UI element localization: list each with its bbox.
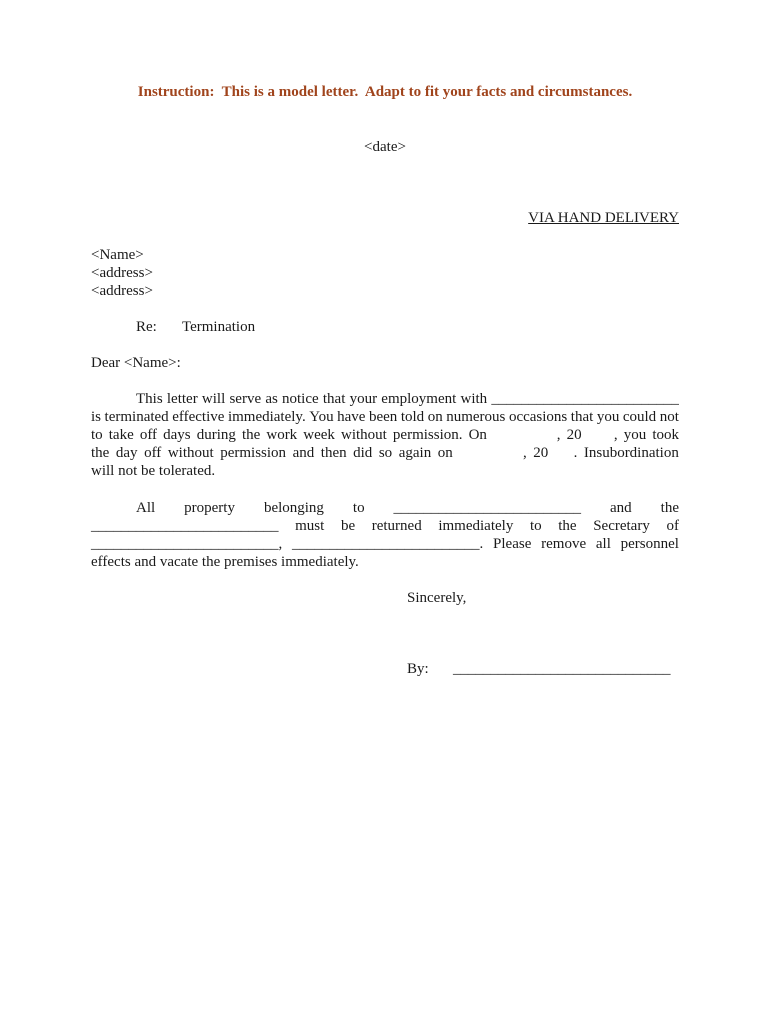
paragraph-word: _________________________, [91, 536, 283, 552]
letter-date: <date> [364, 139, 406, 155]
paragraph-word: the [91, 445, 110, 461]
paragraph-word: Please [493, 536, 532, 552]
paragraph-word: property [184, 500, 235, 516]
paragraph-word: again [398, 445, 432, 461]
paragraph-word: on [437, 445, 453, 461]
paragraph-word: You [309, 409, 334, 425]
body-paragraph-2 [91, 499, 679, 571]
paragraph-word: during [196, 427, 236, 443]
paragraph-word: took [652, 427, 679, 443]
paragraph-word: is [91, 409, 102, 425]
paragraph-word: of [666, 518, 679, 534]
paragraph-word: the [660, 500, 679, 516]
paragraph-word: did [353, 445, 373, 461]
paragraph-word: without [167, 445, 214, 461]
recipient-address-line-1: <address> [91, 265, 153, 281]
paragraph-word: your [349, 391, 378, 407]
paragraph-line: effects and vacate the premises immediately. [91, 554, 359, 570]
paragraph-line [91, 499, 679, 517]
paragraph-word: serve [229, 391, 262, 407]
paragraph-word: On [468, 427, 487, 443]
paragraph-word: on [427, 409, 443, 425]
paragraph-word: permission [220, 445, 287, 461]
paragraph-word: employment [381, 391, 457, 407]
paragraph-word: _________________________ [393, 500, 582, 516]
paragraph-word: personnel [620, 536, 679, 552]
recipient-name: <Name> [91, 247, 144, 263]
paragraph-line [91, 535, 679, 553]
paragraph-word: _________________________ [91, 518, 279, 534]
paragraph-word: that [570, 409, 594, 425]
paragraph-word: effective [172, 409, 225, 425]
paragraph-word: been [368, 409, 398, 425]
paragraph-word: immediately [438, 518, 514, 534]
paragraph-word: 20 [533, 445, 549, 461]
paragraph-word: belonging [263, 500, 324, 516]
paragraph-word: to [91, 427, 103, 443]
paragraph-word: notice [282, 391, 319, 407]
signature-line: _____________________________ [453, 661, 671, 677]
paragraph-word: to [352, 500, 365, 516]
paragraph-word: numerous [446, 409, 506, 425]
paragraph-word: off [144, 445, 162, 461]
paragraph-word: not [659, 409, 679, 425]
body-paragraph-1 [91, 390, 679, 480]
paragraph-word: you [596, 409, 620, 425]
paragraph-word: , [493, 427, 561, 443]
paragraph-word: week [303, 427, 335, 443]
paragraph-word: be [340, 518, 356, 534]
paragraph-word: that [322, 391, 346, 407]
instruction-note: Instruction: This is a model letter. Adapt to fit your facts and circumstances. [137, 84, 633, 100]
paragraph-word: Insubordination [583, 445, 679, 461]
paragraph-word: letter [166, 391, 198, 407]
paragraph-word: must [295, 518, 325, 534]
paragraph-word: without [341, 427, 387, 443]
paragraph-word: the [241, 427, 261, 443]
paragraph-word: terminated [104, 409, 169, 425]
paragraph-word: work [266, 427, 298, 443]
paragraph-word: off [139, 427, 158, 443]
paragraph-word: returned [371, 518, 422, 534]
paragraph-word: _________________________ [491, 391, 679, 407]
paragraph-word: will [201, 391, 226, 407]
paragraph-line [91, 444, 679, 462]
paragraph-word: immediately. [227, 409, 306, 425]
paragraph-word: All [136, 500, 156, 516]
paragraph-word: take [108, 427, 134, 443]
signature-label: By: [407, 661, 429, 677]
paragraph-word: have [337, 409, 366, 425]
paragraph-word: permission. [392, 427, 463, 443]
paragraph-word: Secretary [593, 518, 650, 534]
paragraph-line [91, 517, 679, 535]
paragraph-word: could [622, 409, 657, 425]
paragraph-word: so [378, 445, 393, 461]
salutation: Dear <Name>: [91, 355, 181, 371]
paragraph-word: as [265, 391, 278, 407]
paragraph-word: and [610, 500, 632, 516]
paragraph-word: This [136, 391, 163, 407]
paragraph-word: 20 [566, 427, 582, 443]
paragraph-word: days [163, 427, 191, 443]
paragraph-line [91, 390, 679, 408]
paragraph-word: and [292, 445, 315, 461]
paragraph-word: . [554, 445, 578, 461]
paragraph-word: to [529, 518, 542, 534]
paragraph-word: all [595, 536, 611, 552]
paragraph-word: told [400, 409, 425, 425]
paragraph-word: , [587, 427, 618, 443]
closing: Sincerely, [407, 590, 467, 606]
subject-value: Termination [182, 319, 256, 335]
paragraph-word: with [460, 391, 488, 407]
paragraph-word: occasions [508, 409, 568, 425]
paragraph-word: , [459, 445, 527, 461]
paragraph-word: day [115, 445, 138, 461]
recipient-address-line-2: <address> [91, 283, 153, 299]
paragraph-word: _________________________. [292, 536, 484, 552]
paragraph-line: will not be tolerated. [91, 463, 216, 479]
paragraph-word: remove [541, 536, 587, 552]
paragraph-word: the [558, 518, 577, 534]
delivery-method: VIA HAND DELIVERY [528, 210, 679, 226]
paragraph-line [91, 408, 679, 426]
paragraph-line [91, 426, 679, 444]
paragraph-word: then [320, 445, 347, 461]
subject-label: Re: [136, 319, 157, 335]
paragraph-word: you [623, 427, 647, 443]
